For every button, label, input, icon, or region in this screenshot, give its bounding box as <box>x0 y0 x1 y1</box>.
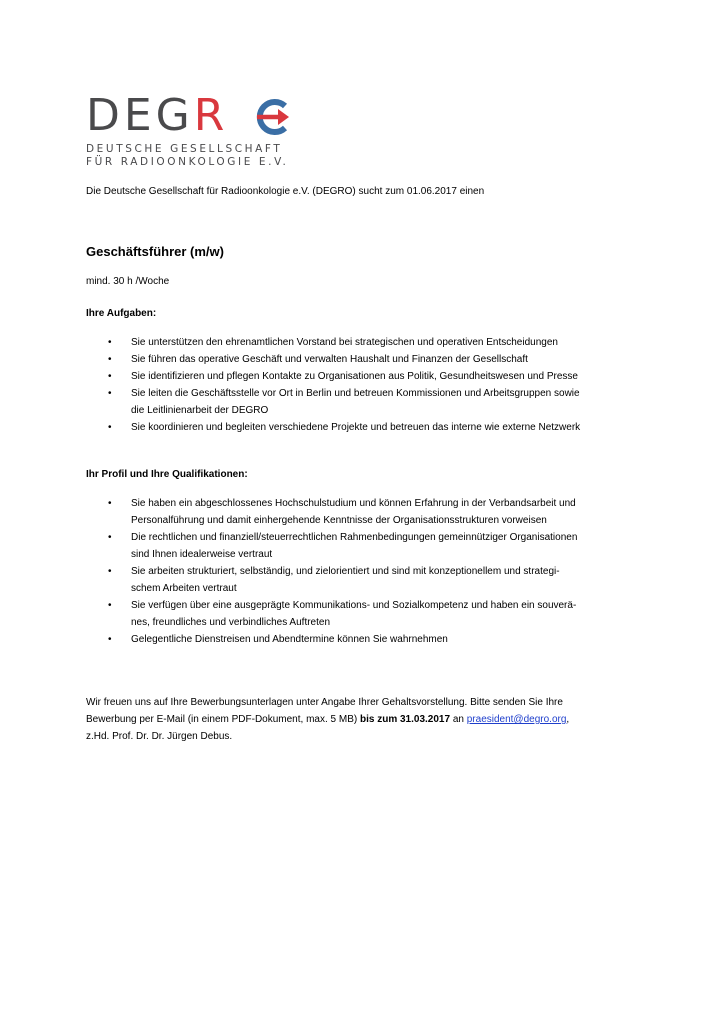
logo-o-arrow-icon <box>254 97 294 137</box>
logo-letter-red: R <box>193 90 229 141</box>
list-item-text: Sie verfügen über eine ausgeprägte Kommunikations- und Sozialkompetenz und haben ein souverä- <box>131 600 577 611</box>
list-item-text: Sie haben ein abgeschlossenes Hochschulstudium und können Erfahrung in der Verbandsarbeit und <box>131 498 576 509</box>
list-item <box>86 563 656 597</box>
list-item-text: Sie identifizieren und pflegen Kontakte zu Organisationen aus Politik, Gesundheitswesen und Presse <box>131 371 578 382</box>
list-item <box>86 495 656 529</box>
logo-subtitle-line2: FÜR RADIOONKOLOGIE E.V. <box>86 156 289 168</box>
logo-letters-dark: DEG <box>86 90 194 141</box>
list-item <box>86 334 656 351</box>
list-item-text: Sie koordinieren und begleiten verschiedene Projekte und betreuen das interne wie externe Netzwerk <box>131 422 581 433</box>
bullet-icon: • <box>108 600 112 611</box>
list-item-text: Personalführung und damit einhergehende Kenntnisse der Organisationsstrukturen vorweisen <box>131 515 547 526</box>
tasks-list <box>86 334 656 436</box>
list-item <box>86 385 656 419</box>
logo-wordmark <box>86 90 229 141</box>
list-item-text: sind Ihnen idealerweise vertraut <box>131 549 273 560</box>
bullet-icon: • <box>108 354 112 365</box>
list-item-text: Sie führen das operative Geschäft und verwalten Haushalt und Finanzen der Gesellschaft <box>131 354 528 365</box>
degro-logo <box>86 90 326 169</box>
list-item-text: die Leitlinienarbeit der DEGRO <box>131 405 269 416</box>
working-hours: mind. 30 h /Woche <box>86 276 170 287</box>
closing-line2-post: , <box>566 714 570 725</box>
bullet-icon: • <box>108 337 112 348</box>
list-item <box>86 631 656 648</box>
list-item <box>86 597 656 631</box>
list-item <box>86 419 656 436</box>
closing-line2-pre: Bewerbung per E-Mail (in einem PDF-Dokument, max. 5 MB) <box>86 714 360 725</box>
bullet-icon: • <box>108 422 112 433</box>
intro-text: Die Deutsche Gesellschaft für Radioonkologie e.V. (DEGRO) sucht zum 01.06.2017 einen <box>86 186 485 197</box>
list-item-text: schem Arbeiten vertraut <box>131 583 237 594</box>
list-item <box>86 368 656 385</box>
closing-line1: Wir freuen uns auf Ihre Bewerbungsunterlagen unter Angabe Ihrer Gehaltsvorstellung. Bitte senden Sie Ihre <box>86 697 563 708</box>
bullet-icon: • <box>108 634 112 645</box>
closing-line3: z.Hd. Prof. Dr. Dr. Jürgen Debus. <box>86 731 233 742</box>
list-item <box>86 351 656 368</box>
list-item-text: nes, freundliches und verbindliches Auftreten <box>131 617 331 628</box>
logo-subtitle-line1: DEUTSCHE GESELLSCHAFT <box>86 143 283 155</box>
closing-line2 <box>86 711 646 728</box>
bullet-icon: • <box>108 498 112 509</box>
list-item-text: Sie leiten die Geschäftsstelle vor Ort in Berlin und betreuen Kommissionen und Arbeitsgruppen sowie <box>131 388 580 399</box>
list-item-text: Sie arbeiten strukturiert, selbständig, und zielorientiert und sind mit konzeptionellem und strategi- <box>131 566 560 577</box>
tasks-heading: Ihre Aufgaben: <box>86 308 157 319</box>
profile-heading: Ihr Profil und Ihre Qualifikationen: <box>86 469 248 480</box>
bullet-icon: • <box>108 532 112 543</box>
deadline: bis zum 31.03.2017 <box>359 714 451 725</box>
bullet-icon: • <box>108 388 112 399</box>
email-link[interactable]: praesident@degro.org <box>466 714 567 725</box>
job-title: Geschäftsführer (m/w) <box>86 244 224 259</box>
closing-paragraph <box>86 694 646 745</box>
closing-line2-mid: an <box>450 714 467 725</box>
list-item-text: Gelegentliche Dienstreisen und Abendtermine können Sie wahrnehmen <box>131 634 448 645</box>
profile-list <box>86 495 656 648</box>
bullet-icon: • <box>108 566 112 577</box>
list-item-text: Sie unterstützen den ehrenamtlichen Vorstand bei strategischen und operativen Entscheidungen <box>131 337 558 348</box>
bullet-icon: • <box>108 371 112 382</box>
list-item-text: Die rechtlichen und finanziell/steuerrechtlichen Rahmenbedingungen gemeinnütziger Organisationen <box>131 532 578 543</box>
list-item <box>86 529 656 563</box>
